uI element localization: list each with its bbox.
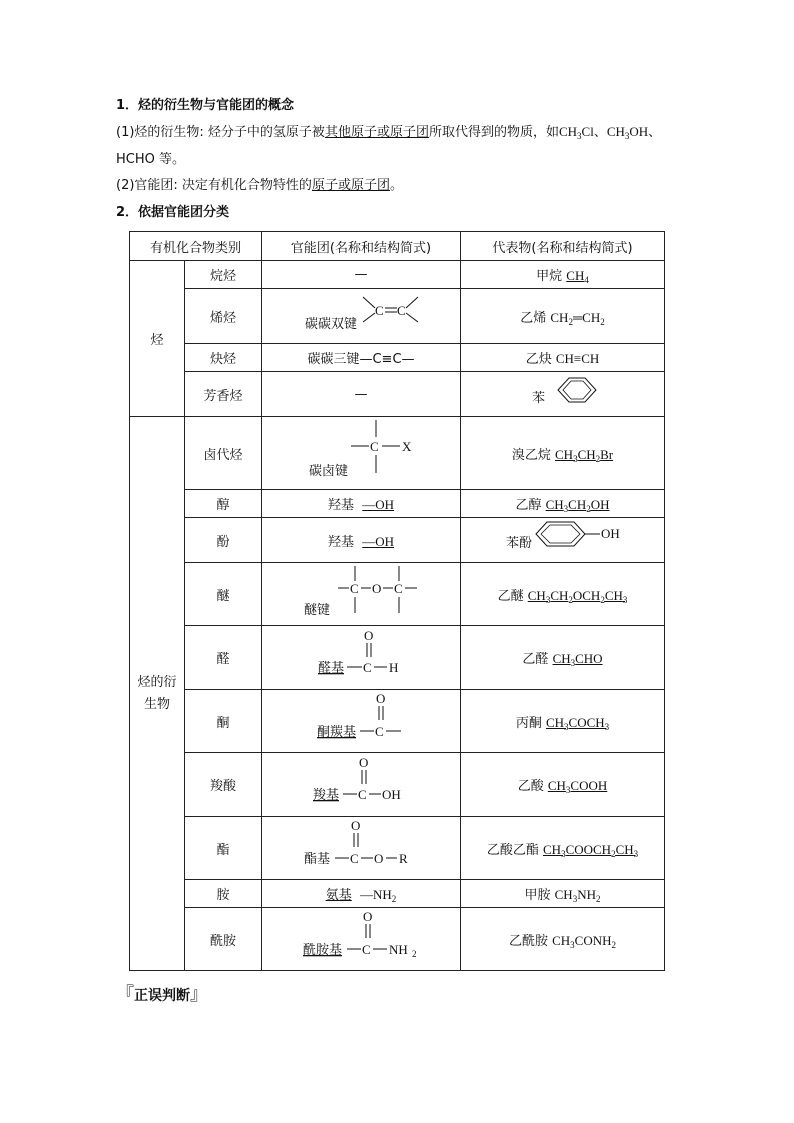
svg-text:C: C bbox=[393, 581, 403, 596]
rep-cell bbox=[461, 261, 665, 289]
rep-name: 苯 bbox=[531, 391, 545, 406]
header-class: 有机化合物类别 bbox=[130, 232, 262, 261]
fg-cell bbox=[262, 690, 461, 753]
rep-formula: $CH_3CHO$ bbox=[552, 651, 603, 668]
svg-text:O: O bbox=[350, 818, 360, 833]
section1-item1 bbox=[116, 122, 661, 143]
group-derivative: 烃的衍生物 bbox=[130, 417, 185, 971]
svg-text:C: C bbox=[396, 303, 406, 318]
fg-cell bbox=[262, 490, 461, 518]
table-row bbox=[130, 490, 665, 518]
svg-text:C: C bbox=[374, 724, 384, 739]
section1-item2 bbox=[116, 176, 403, 196]
table-row bbox=[130, 563, 665, 626]
fg-name: 碳卤键 bbox=[308, 464, 348, 479]
fg-cell: — bbox=[262, 372, 461, 417]
svg-text:C: C bbox=[357, 787, 367, 802]
class-cell: 羧酸 bbox=[185, 753, 262, 817]
fg-name: 醚键 bbox=[303, 603, 330, 618]
section2-title: 2．依据官能团分类 bbox=[116, 205, 230, 220]
carboxyl-structure bbox=[263, 753, 460, 812]
table-row bbox=[130, 817, 665, 880]
rep-formula: $CH_3CONH_2$ bbox=[552, 932, 617, 950]
rep-cell bbox=[461, 563, 665, 626]
class-cell: 烯烃 bbox=[185, 289, 262, 344]
fg-cell: — bbox=[262, 261, 461, 289]
svg-text:X: X bbox=[401, 439, 411, 454]
fg-cell bbox=[262, 908, 461, 971]
rep-name: 乙醇 bbox=[515, 498, 546, 513]
class-cell: 醚 bbox=[185, 563, 262, 626]
benzene-structure bbox=[462, 372, 664, 412]
svg-text:C: C bbox=[374, 303, 384, 318]
rep-formula: CH≡CH bbox=[555, 351, 600, 366]
judge-heading bbox=[116, 980, 208, 1006]
rep-cell bbox=[461, 880, 665, 908]
item2-prefix: (2)官能团: 决定有机化合物特性的 bbox=[116, 178, 312, 193]
rep-formula: $CH_3NH_2$ bbox=[554, 887, 601, 904]
fg-name: 醛基 bbox=[317, 661, 344, 676]
svg-text:O: O bbox=[375, 691, 385, 706]
class-cell: 酮 bbox=[185, 690, 262, 753]
svg-text:O: O bbox=[362, 909, 372, 924]
svg-text:H: H bbox=[388, 660, 398, 675]
rep-formula: $CH_3COOH$ bbox=[547, 778, 608, 795]
rep-cell bbox=[461, 490, 665, 518]
class-cell: 胺 bbox=[185, 880, 262, 908]
rep-cell bbox=[461, 518, 665, 563]
judge-label: 正误判断 bbox=[134, 988, 190, 1004]
ketone-structure bbox=[263, 690, 460, 748]
classification-table bbox=[129, 231, 665, 971]
alkene-structure bbox=[263, 289, 460, 339]
rep-formula: $CH_3COOCH_2CH_3$ bbox=[543, 841, 639, 859]
item2-suffix: 。 bbox=[389, 178, 403, 193]
fg-formula: $—NH_2$ bbox=[360, 887, 397, 904]
amide-structure bbox=[263, 908, 460, 966]
class-cell: 醛 bbox=[185, 626, 262, 690]
class-cell: 酰胺 bbox=[185, 908, 262, 971]
svg-text:OH: OH bbox=[381, 787, 401, 802]
fg-cell: 碳碳三键—C≡C— bbox=[262, 344, 461, 372]
fg-name: 羟基 bbox=[327, 498, 354, 513]
rep-name: 乙酸乙酯 bbox=[486, 842, 543, 858]
rep-name: 丙酮 bbox=[515, 715, 546, 731]
table-row bbox=[130, 690, 665, 753]
fg-cell bbox=[262, 417, 461, 490]
table-row bbox=[130, 518, 665, 563]
svg-text:C: C bbox=[369, 439, 379, 454]
table-row bbox=[130, 372, 665, 417]
item1-underline: 其他原子或原子团 bbox=[324, 125, 429, 140]
svg-text:C: C bbox=[361, 942, 371, 957]
rep-cell bbox=[461, 417, 665, 490]
svg-text:C: C bbox=[349, 851, 359, 866]
fg-cell bbox=[262, 289, 461, 344]
rep-formula: $CH_3COCH_3$ bbox=[545, 714, 610, 732]
group-hydrocarbon: 烃 bbox=[130, 261, 185, 417]
item1-prefix: (1)烃的衍生物: 烃分子中的氢原子被 bbox=[116, 125, 325, 140]
rep-cell bbox=[461, 626, 665, 690]
header-representative: 代表物(名称和结构简式) bbox=[461, 232, 665, 261]
rep-name: 乙烯 bbox=[520, 310, 551, 326]
rep-name: 乙酰胺 bbox=[508, 933, 553, 949]
fg-name: 酰胺基 bbox=[302, 943, 342, 958]
fg-cell bbox=[262, 753, 461, 817]
class-cell: 炔烃 bbox=[185, 344, 262, 372]
header-functional-group: 官能团(名称和结构简式) bbox=[262, 232, 461, 261]
benzene-ring-icon bbox=[536, 522, 585, 546]
section1-item1-line2: HCHO 等。 bbox=[116, 152, 185, 167]
class-cell: 酯 bbox=[185, 817, 262, 880]
item2-underline: 原子或原子团 bbox=[311, 178, 390, 193]
class-cell: 芳香烃 bbox=[185, 372, 262, 417]
fg-cell bbox=[262, 626, 461, 690]
table-row bbox=[130, 289, 665, 344]
rep-name: 甲胺 bbox=[524, 888, 555, 903]
left-bracket-icon: 『 bbox=[116, 984, 134, 1005]
right-bracket-icon: 』 bbox=[190, 984, 208, 1005]
svg-text:O: O bbox=[358, 755, 368, 770]
ester-structure bbox=[263, 817, 460, 875]
class-cell: 醇 bbox=[185, 490, 262, 518]
rep-name: 乙醛 bbox=[522, 652, 553, 667]
table-row bbox=[130, 626, 665, 690]
rep-cell bbox=[461, 344, 665, 372]
svg-text:C: C bbox=[349, 581, 359, 596]
fg-name: 碳碳双键 bbox=[304, 317, 357, 332]
svg-text:NH: NH bbox=[388, 942, 408, 957]
fg-cell bbox=[262, 518, 461, 563]
rep-formula: $CH_3CH_2OH$ bbox=[545, 497, 610, 514]
fg-cell bbox=[262, 880, 461, 908]
rep-formula: $CH_4$ bbox=[566, 268, 589, 285]
fg-cell bbox=[262, 563, 461, 626]
phenol-structure bbox=[462, 518, 664, 558]
rep-name: 溴乙烷 bbox=[511, 447, 555, 463]
rep-formula: $CH_3CH_2OCH_2CH_3$ bbox=[527, 587, 628, 605]
fg-name: 氨基 bbox=[325, 888, 352, 903]
rep-name: 乙炔 bbox=[525, 352, 556, 367]
rep-name: 乙酸 bbox=[517, 779, 548, 794]
table-row bbox=[130, 908, 665, 971]
rep-cell bbox=[461, 817, 665, 880]
rep-cell bbox=[461, 372, 665, 417]
benzene-ring-icon bbox=[558, 378, 596, 402]
svg-text:O: O bbox=[373, 851, 383, 866]
item1-suffix: 所取代得到的物质，如 bbox=[428, 125, 559, 140]
class-cell: 酚 bbox=[185, 518, 262, 563]
rep-cell bbox=[461, 753, 665, 817]
table-row bbox=[130, 344, 665, 372]
rep-cell bbox=[461, 908, 665, 971]
fg-name: 羧基 bbox=[312, 788, 339, 803]
section1-title: 1．烃的衍生物与官能团的概念 bbox=[116, 98, 295, 113]
rep-name: 苯酚 bbox=[505, 536, 532, 551]
table-row bbox=[130, 417, 665, 490]
fg-formula: —OH bbox=[362, 533, 395, 549]
rep-name: 甲烷 bbox=[536, 269, 567, 284]
ether-structure bbox=[263, 563, 460, 621]
rep-name: 乙醚 bbox=[497, 588, 528, 604]
rep-cell bbox=[461, 690, 665, 753]
fg-name: 酮羰基 bbox=[316, 725, 356, 740]
halide-structure bbox=[263, 417, 460, 485]
rep-cell bbox=[461, 289, 665, 344]
item1-formula: $CH_3Cl$、$CH_3OH$、 bbox=[558, 124, 662, 141]
rep-group: OH bbox=[600, 526, 620, 541]
table-row bbox=[130, 753, 665, 817]
aldehyde-structure bbox=[263, 626, 460, 685]
rep-formula: $CH_2═CH_2$ bbox=[550, 309, 605, 327]
class-cell: 烷烃 bbox=[185, 261, 262, 289]
class-cell: 卤代烃 bbox=[185, 417, 262, 490]
svg-text:C: C bbox=[362, 660, 372, 675]
table-row bbox=[130, 261, 665, 289]
svg-text:R: R bbox=[398, 851, 408, 866]
fg-cell bbox=[262, 817, 461, 880]
fg-name: 酯基 bbox=[303, 852, 330, 867]
fg-name: 羟基 bbox=[327, 534, 354, 550]
svg-text:2: 2 bbox=[411, 949, 416, 959]
svg-text:O: O bbox=[363, 628, 373, 643]
rep-formula: $CH_3CH_2Br$ bbox=[555, 446, 614, 464]
svg-text:O: O bbox=[371, 581, 381, 596]
table-header-row bbox=[130, 232, 665, 261]
table-row bbox=[130, 880, 665, 908]
fg-formula: —OH bbox=[362, 497, 395, 512]
